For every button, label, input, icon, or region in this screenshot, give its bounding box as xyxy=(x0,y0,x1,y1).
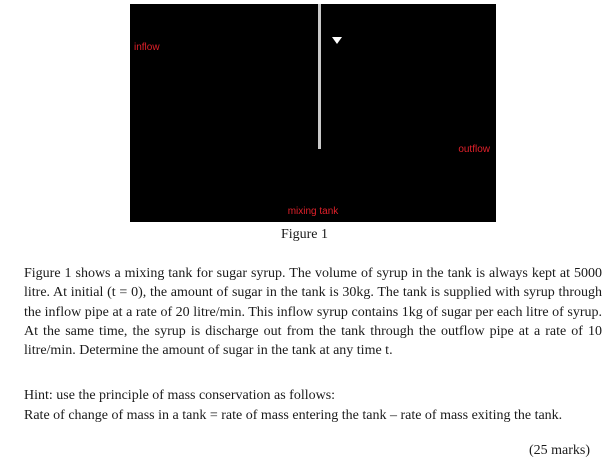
inflow-label: inflow xyxy=(134,42,160,53)
outflow-label: outflow xyxy=(458,144,490,155)
marks-label: (25 marks) xyxy=(528,443,590,458)
hint-block xyxy=(24,386,602,426)
stirrer-shaft xyxy=(318,4,321,149)
mixing-tank-label: mixing tank xyxy=(287,206,339,217)
figure-caption: Figure 1 xyxy=(280,227,329,242)
hint-intro: Hint: use the principle of mass conservation as follows: xyxy=(24,388,336,403)
down-arrow-icon xyxy=(332,37,342,44)
mixing-tank-figure xyxy=(130,4,496,222)
hint-equation: Rate of change of mass in a tank = rate of mass entering the tank – rate of mass exiting the tank. xyxy=(24,408,563,423)
question-paragraph: Figure 1 shows a mixing tank for sugar syrup. The volume of syrup in the tank is always kept at 5000 litre. At initial (t = 0), the amount of sugar in the tank is 30kg. The tank is supplied with syrup through the inflow pipe at a rate of 20 litre/min. This inflow syrup contains 1kg of sugar per each litre of syrup. At the same time, the syrup is discharge out from the tank through the outflow pipe at a rate of 10 litre/min. Determine the amount of sugar in the tank at any time t. xyxy=(24,266,602,359)
